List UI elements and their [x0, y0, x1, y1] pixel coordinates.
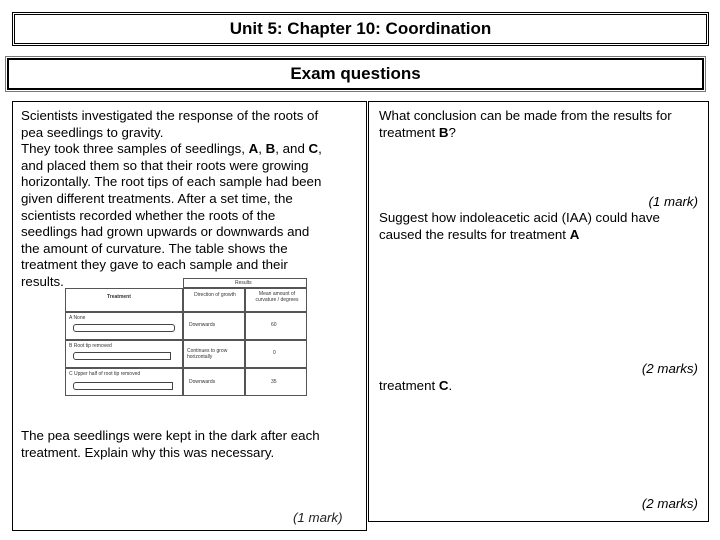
- table-header-treatment: Treatment: [107, 294, 131, 300]
- table-row-b-treatment: B Root tip removed: [69, 343, 112, 349]
- intro-line: and placed them so that their roots were growing: [21, 157, 309, 173]
- intro-text: [21, 108, 361, 291]
- results-table-image: [65, 278, 307, 396]
- page-title: [12, 12, 709, 46]
- intro-line: treatment they gave to each sample and their: [21, 257, 288, 273]
- intro-line: pea seedlings to gravity.: [21, 124, 164, 140]
- page-title-text: Unit 5: Chapter 10: Coordination: [229, 19, 492, 38]
- section-title-text: Exam questions: [290, 64, 421, 83]
- intro-line: results.: [21, 273, 64, 289]
- dark-question: The pea seedlings were kept in the dark after each treatment. Explain why this was necessary.: [21, 428, 320, 460]
- question-c-letter: C: [438, 378, 449, 393]
- intro-line: given different treatments. After a set time, the: [21, 190, 293, 206]
- table-row-a-treatment: A None: [69, 315, 86, 321]
- intro-line: scientists recorded whether the roots of the: [21, 207, 276, 223]
- dark-question-mark: (1 mark): [293, 510, 343, 525]
- intro-line: horizontally. The root tips of each sample had been: [21, 174, 322, 190]
- question-c: [379, 378, 699, 395]
- root-drawing-c: [73, 382, 173, 390]
- table-row-b-direction: Continues to grow horizontally: [187, 348, 228, 360]
- question-b: [379, 108, 699, 141]
- question-b-letter: B: [438, 124, 449, 140]
- question-b-mark: (1 mark): [648, 194, 698, 209]
- table-row-c-direction: Downwards: [189, 379, 216, 385]
- intro-line: seedlings had grown upwards or downwards and: [21, 224, 310, 240]
- table-header-direction: Direction of growth: [194, 292, 236, 298]
- question-c-mark: (2 marks): [641, 496, 698, 511]
- question-b-end: ?: [448, 124, 456, 140]
- table-row-a-curvature: 60: [271, 322, 277, 328]
- question-c-end: .: [448, 378, 453, 393]
- table-group-header: Results: [235, 280, 252, 286]
- question-a: [379, 210, 699, 243]
- question-a-letter: A: [569, 226, 580, 242]
- root-drawing-b: [73, 352, 171, 360]
- root-drawing-a: [73, 324, 175, 332]
- right-question-panel: [368, 101, 709, 522]
- left-question-panel: [12, 101, 367, 531]
- question-b-text: What conclusion can be made from the results for treatment: [379, 108, 672, 140]
- question-a-mark: (2 marks): [641, 361, 698, 376]
- question-c-text: treatment: [379, 378, 439, 393]
- intro-line: Scientists investigated the response of the roots of: [21, 108, 319, 123]
- table-row-c-curvature: 35: [271, 379, 277, 385]
- table-row-c-treatment: C Upper half of root tip removed: [69, 371, 141, 377]
- section-title: [7, 58, 704, 90]
- table-row-b-curvature: 0: [273, 350, 276, 356]
- intro-line: the amount of curvature. The table shows the: [21, 240, 288, 256]
- table-row-a-direction: Downwards: [189, 322, 216, 328]
- question-a-text: Suggest how indoleacetic acid (IAA) could have caused the results for treatment: [379, 210, 660, 242]
- table-header-curvature: Mean amount of curvature / degrees: [255, 291, 299, 303]
- intro-line: They took three samples of seedlings, A, B, and C,: [21, 141, 322, 157]
